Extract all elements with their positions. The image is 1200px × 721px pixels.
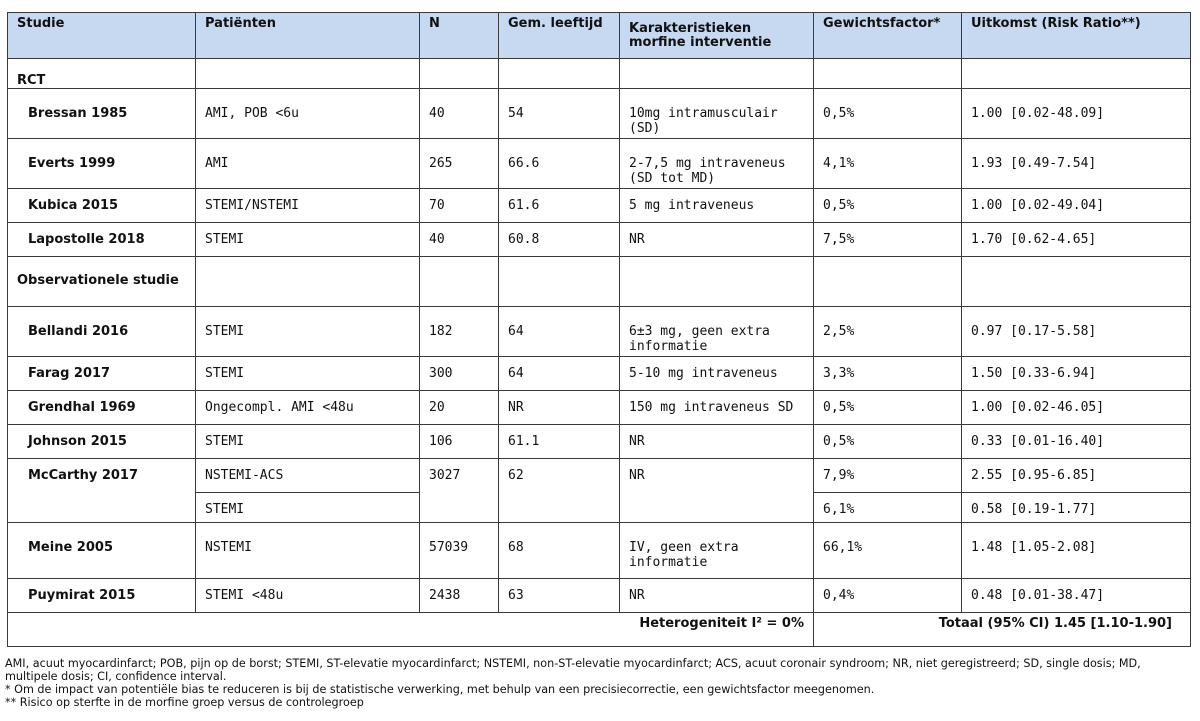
weight-cell: 66,1%: [814, 523, 962, 579]
patients-cell: AMI, POB <6u: [196, 89, 420, 139]
n-cell: 3027: [420, 459, 499, 523]
empty-cell: [814, 257, 962, 307]
outcome-cell: 1.48 [1.05-2.08]: [962, 523, 1191, 579]
group-row-rct: [8, 59, 1191, 89]
n-cell: 265: [420, 139, 499, 189]
patients-cell: Ongecompl. AMI <48u: [196, 391, 420, 425]
study-cell: Meine 2005: [8, 523, 196, 579]
n-cell: 2438: [420, 579, 499, 613]
study-cell: Everts 1999: [8, 139, 196, 189]
study-cell: McCarthy 2017: [8, 459, 196, 523]
age-cell: 54: [499, 89, 620, 139]
weight-cell: 7,9%: [814, 459, 962, 493]
weight-cell: 0,5%: [814, 391, 962, 425]
age-cell: 68: [499, 523, 620, 579]
empty-cell: [620, 257, 814, 307]
n-cell: 106: [420, 425, 499, 459]
outcome-cell: 1.00 [0.02-46.05]: [962, 391, 1191, 425]
table-row: [8, 223, 1191, 257]
outcome-cell: 1.70 [0.62-4.65]: [962, 223, 1191, 257]
table-row: [8, 459, 1191, 493]
patients-cell: NSTEMI: [196, 523, 420, 579]
study-cell: Puymirat 2015: [8, 579, 196, 613]
intervention-cell: 150 mg intraveneus SD: [620, 391, 814, 425]
outcome-cell: 0.97 [0.17-5.58]: [962, 307, 1191, 357]
intervention-cell: 2-7,5 mg intraveneus (SD tot MD): [620, 139, 814, 189]
patients-cell: STEMI: [196, 493, 420, 523]
age-cell: 60.8: [499, 223, 620, 257]
age-cell: 64: [499, 357, 620, 391]
weight-cell: 0,5%: [814, 425, 962, 459]
footnote-risk: ** Risico op sterfte in de morfine groep versus de controlegroep: [5, 696, 364, 709]
group-label-rct: RCT: [8, 59, 196, 89]
outcome-cell: 1.50 [0.33-6.94]: [962, 357, 1191, 391]
n-cell: 40: [420, 89, 499, 139]
n-cell: 182: [420, 307, 499, 357]
table-row: [8, 523, 1191, 579]
patients-cell: NSTEMI-ACS: [196, 459, 420, 493]
header-row: [8, 13, 1191, 59]
study-cell: Bressan 1985: [8, 89, 196, 139]
meta-analysis-table: [7, 12, 1191, 647]
weight-cell: 3,3%: [814, 357, 962, 391]
table-row: [8, 357, 1191, 391]
table-row: [8, 189, 1191, 223]
weight-cell: 4,1%: [814, 139, 962, 189]
weight-cell: 0,5%: [814, 189, 962, 223]
intervention-cell: NR: [620, 579, 814, 613]
study-cell: Bellandi 2016: [8, 307, 196, 357]
intervention-cell: 10mg intramusculair (SD): [620, 89, 814, 139]
study-cell: Lapostolle 2018: [8, 223, 196, 257]
intervention-cell: 5 mg intraveneus: [620, 189, 814, 223]
age-cell: 63: [499, 579, 620, 613]
col-header-intervention: Karakteristieken morfine interventie: [620, 13, 814, 59]
heterogeneity-cell: Heterogeniteit I² = 0%: [8, 613, 814, 647]
age-cell: 62: [499, 459, 620, 523]
intervention-cell: NR: [620, 459, 814, 523]
n-cell: 57039: [420, 523, 499, 579]
empty-cell: [499, 257, 620, 307]
age-cell: NR: [499, 391, 620, 425]
patients-cell: STEMI: [196, 425, 420, 459]
table-row: [8, 425, 1191, 459]
patients-cell: STEMI <48u: [196, 579, 420, 613]
outcome-cell: 0.48 [0.01-38.47]: [962, 579, 1191, 613]
group-row-observational: [8, 257, 1191, 307]
group-label-observational: Observationele studie: [8, 257, 196, 307]
weight-cell: 7,5%: [814, 223, 962, 257]
patients-cell: STEMI: [196, 223, 420, 257]
table-row: [8, 391, 1191, 425]
intervention-cell: IV, geen extra informatie: [620, 523, 814, 579]
patients-cell: AMI: [196, 139, 420, 189]
empty-cell: [962, 257, 1191, 307]
empty-cell: [420, 257, 499, 307]
outcome-cell: 2.55 [0.95-6.85]: [962, 459, 1191, 493]
outcome-cell: 1.00 [0.02-48.09]: [962, 89, 1191, 139]
weight-cell: 0,5%: [814, 89, 962, 139]
weight-cell: 2,5%: [814, 307, 962, 357]
study-cell: Kubica 2015: [8, 189, 196, 223]
weight-cell: 0,4%: [814, 579, 962, 613]
col-header-study: Studie: [8, 13, 196, 59]
intervention-cell: NR: [620, 223, 814, 257]
outcome-cell: 0.58 [0.19-1.77]: [962, 493, 1191, 523]
empty-cell: [196, 257, 420, 307]
n-cell: 70: [420, 189, 499, 223]
intervention-cell: 5-10 mg intraveneus: [620, 357, 814, 391]
col-header-weight: Gewichtsfactor*: [814, 13, 962, 59]
age-cell: 61.6: [499, 189, 620, 223]
study-cell: Grendhal 1969: [8, 391, 196, 425]
intervention-cell: 6±3 mg, geen extra informatie: [620, 307, 814, 357]
age-cell: 61.1: [499, 425, 620, 459]
table-row: [8, 89, 1191, 139]
table-row: [8, 579, 1191, 613]
n-cell: 20: [420, 391, 499, 425]
table-row: [8, 307, 1191, 357]
patients-cell: STEMI: [196, 307, 420, 357]
footnote-abbreviations: AMI, acuut myocardinfarct; POB, pijn op de borst; STEMI, ST-elevatie myocardinfarct; NSTEMI, non-ST-elevatie myocardinfarct; ACS, acuut coronair syndroom; NR, niet geregistreerd; SD, single dosis; MD, multipele dosis; CI, confidence interval.: [5, 657, 1141, 683]
outcome-cell: 1.93 [0.49-7.54]: [962, 139, 1191, 189]
n-cell: 300: [420, 357, 499, 391]
outcome-cell: 1.00 [0.02-49.04]: [962, 189, 1191, 223]
intervention-cell: NR: [620, 425, 814, 459]
weight-cell: 6,1%: [814, 493, 962, 523]
age-cell: 64: [499, 307, 620, 357]
patients-cell: STEMI: [196, 357, 420, 391]
age-cell: 66.6: [499, 139, 620, 189]
summary-row: [8, 613, 1191, 647]
n-cell: 40: [420, 223, 499, 257]
col-header-outcome: Uitkomst (Risk Ratio**): [962, 13, 1191, 59]
study-cell: Farag 2017: [8, 357, 196, 391]
outcome-cell: 0.33 [0.01-16.40]: [962, 425, 1191, 459]
footnote-weight: * Om de impact van potentiële bias te reduceren is bij de statistische verwerking, met behulp van een precisiecorrectie, een gewichtsfactor meegenomen.: [5, 683, 875, 696]
total-cell: Totaal (95% CI) 1.45 [1.10-1.90]: [814, 613, 1191, 647]
footnotes: [5, 657, 1195, 709]
col-header-age: Gem. leeftijd: [499, 13, 620, 59]
col-header-patients: Patiënten: [196, 13, 420, 59]
study-cell: Johnson 2015: [8, 425, 196, 459]
table-row: [8, 139, 1191, 189]
col-header-n: N: [420, 13, 499, 59]
patients-cell: STEMI/NSTEMI: [196, 189, 420, 223]
